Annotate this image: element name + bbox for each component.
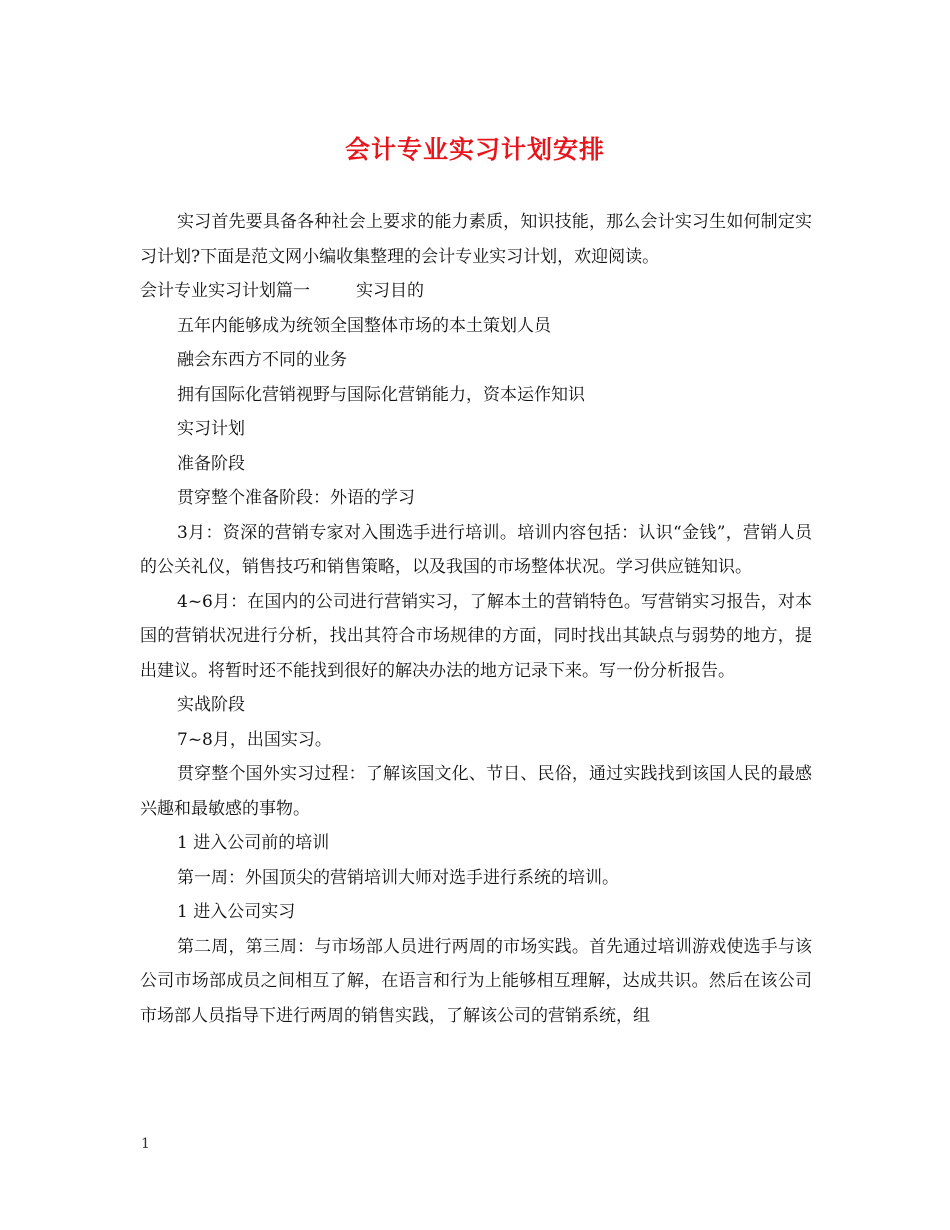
- paragraph: 7~8月，出国实习。: [177, 729, 332, 750]
- paragraph: 五年内能够成为统领全国整体市场的本土策划人员: [177, 315, 551, 336]
- section-heading-line: [140, 274, 812, 309]
- paragraph: 1 进入公司实习: [177, 902, 296, 922]
- paragraph: 拥有国际化营销视野与国际化营销能力，资本运作知识: [177, 384, 585, 405]
- paragraph: 第二周，第三周：与市场部人员进行两周的市场实践。首先通过培训游戏使选手与该公司市场部成员之间相互了解，在语言和行为上能够相互理解，达成共识。然后在该公司市场部人员指导下进行两周的销售实践，了解该公司的营销系统，组: [140, 936, 812, 1026]
- paragraph: 准备阶段: [177, 453, 245, 474]
- paragraph: 融会东西方不同的业务: [177, 350, 347, 370]
- paragraph: 实习计划: [177, 419, 245, 439]
- paragraph: 4~6月：在国内的公司进行营销实习，了解本土的营销特色。写营销实习报告，对本国的营销状况进行分析，找出其符合市场规律的方面，同时找出其缺点与弱势的地方，提出建议。将暂时还不能找到很好的解决办法的地方记录下来。写一份分析报告。: [140, 591, 812, 681]
- paragraph: 实战阶段: [177, 695, 245, 715]
- paragraph: 贯穿整个国外实习过程：了解该国文化、节日、民俗，通过实践找到该国人民的最感兴趣和最敏感的事物。: [140, 764, 812, 819]
- document-body: [140, 205, 812, 1033]
- page-number: 1: [141, 1136, 150, 1152]
- paragraph: 3月：资深的营销专家对入围选手进行培训。培训内容包括：认识“金钱”，营销人员的公关礼仪，销售技巧和销售策略，以及我国的市场整体状况。学习供应链知识。: [140, 522, 812, 577]
- section-heading: 会计专业实习计划篇一: [140, 281, 310, 301]
- document-title: 会计专业实习计划安排: [344, 135, 605, 164]
- paragraph: 1 进入公司前的培训: [177, 833, 330, 853]
- intro-paragraph: 实习首先要具备各种社会上要求的能力素质，知识技能，那么会计实习生如何制定实习计划?下面是范文网小编收集整理的会计专业实习计划，欢迎阅读。: [140, 212, 812, 267]
- section-subheading: 实习目的: [356, 281, 424, 301]
- paragraph: 贯穿整个准备阶段：外语的学习: [177, 488, 415, 508]
- paragraph: 第一周：外国顶尖的营销培训大师对选手进行系统的培训。: [177, 867, 619, 888]
